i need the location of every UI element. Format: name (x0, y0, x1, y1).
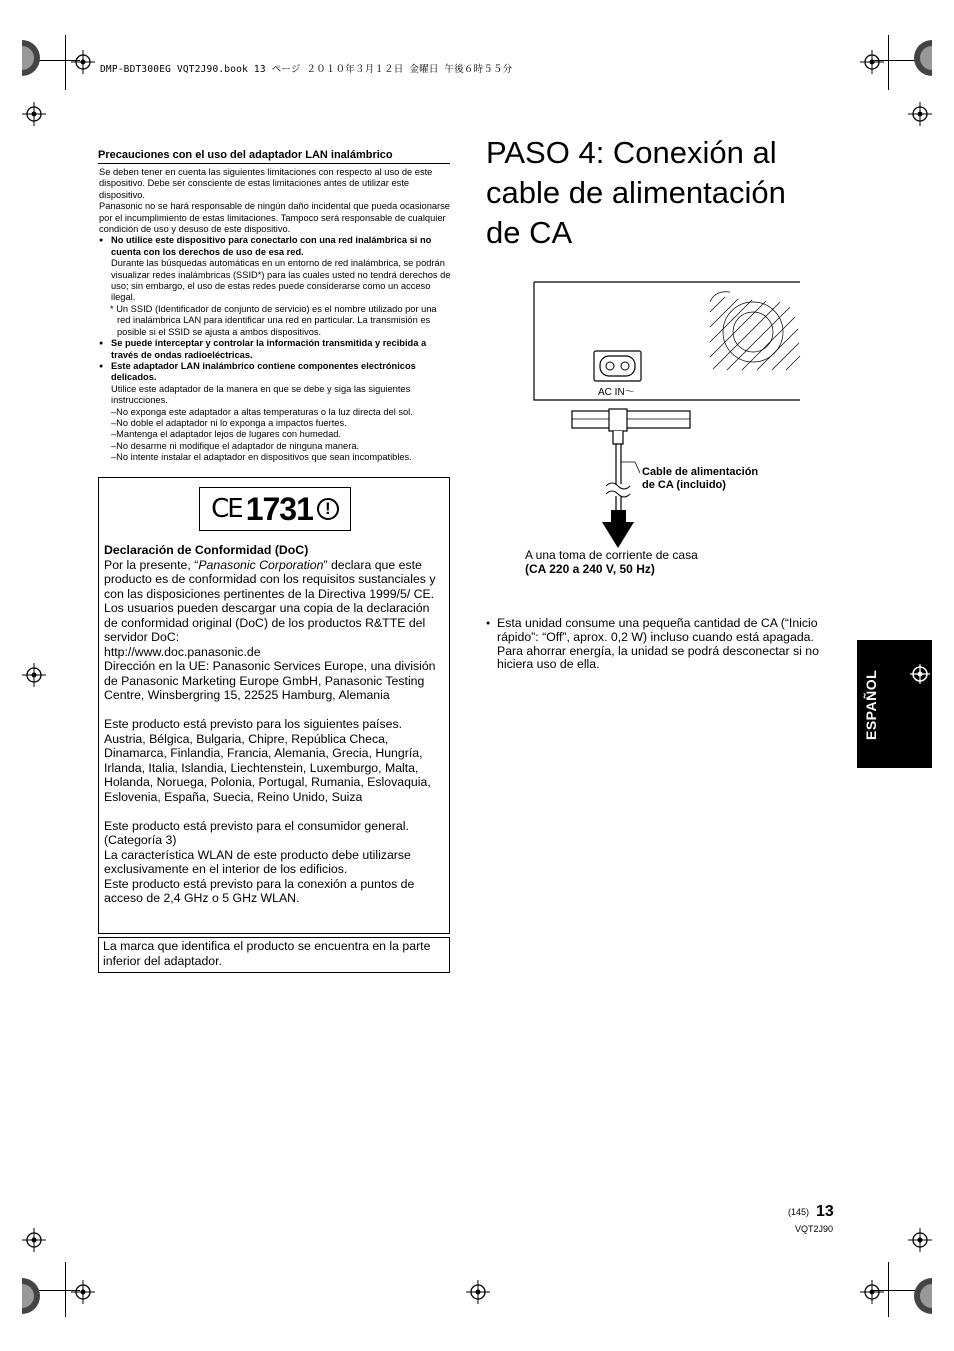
doc-p1-start: Por la presente, “ (104, 557, 199, 572)
color-dial-icon (22, 1278, 42, 1314)
registration-mark-icon (22, 663, 46, 687)
doc-text (104, 543, 446, 906)
dash-item: –No doble el adaptador ni lo exponga a impactos fuertes. (111, 417, 347, 428)
ce-icon: CE (211, 494, 242, 524)
doc-box (98, 477, 450, 934)
mark-note: La marca que identifica el producto se encuentra en la parte inferior del adaptador. (98, 937, 450, 973)
power-note-bullet: ● Esta unidad consume una pequeña cantidad de CA (“Inicio rápido”: “Off”, aprox. 0,2 W) incluso cuando está apagada. Para ahorrar energía, la unidad se podrá desconectar si no hiciera uso de ella. (486, 617, 838, 672)
dash-item: –No intente instalar el adaptador en dispositivos que sean incompatibles. (111, 452, 412, 463)
footer-code: VQT2J90 (795, 1224, 834, 1234)
cable-label-1: Cable de alimentación (642, 466, 759, 478)
lan-bullet-2-title: ● Se puede interceptar y controlar la información transmitida y recibida a través de ondas radioeléctricas. (111, 338, 427, 360)
lan-intro-2: Panasonic no se hará responsable de ningún daño incidental que pueda ocasionarse por el incumplimiento de estas limitaciones. Tampoco será responsable de cualquier condición de uso y desuso de este dispositivo. (99, 201, 450, 235)
doc-paragraph-7: Este producto está previsto para la conexión a puntos de acceso de 2,4 GHz o 5 GHz WLAN. (104, 876, 415, 905)
doc-p1-end: ” declara que este producto es de conformidad con los requisitos sustanciales y con las disposiciones pertinentes de la Directiva 1999/5/ CE. (104, 557, 436, 601)
page-number: 13 (816, 1203, 834, 1220)
ac-in-label: AC IN～ (598, 387, 635, 398)
registration-mark-icon (71, 50, 95, 74)
crop-mark (65, 35, 66, 90)
title-line-3: de CA (486, 215, 573, 250)
title-line-1: PASO 4: Conexión al (486, 135, 777, 170)
doc-title: Declaración de Conformidad (DoC) (104, 543, 309, 557)
doc-paragraph-2: Los usuarios pueden descargar una copia de la declaración de conformidad original (DoC) de los productos R&TTE del servidor DoC: (104, 601, 430, 644)
dash-item: –No exponga este adaptador a altas temperaturas o la luz directa del sol. (111, 406, 413, 417)
lan-bullet-3-title: ● Este adaptador LAN inalámbrico contiene componentes electrónicos delicados. (111, 360, 416, 383)
lan-section-title: Precauciones con el uso del adaptador LAN inalámbrico (98, 149, 450, 164)
cable-label (642, 466, 758, 492)
lan-bullet-1 (99, 235, 451, 303)
lan-bullet-3-text: Utilice este adaptador de la manera en que se debe y siga las siguientes instrucciones. (111, 383, 411, 406)
color-dial-icon (912, 40, 932, 76)
registration-mark-icon (22, 1228, 46, 1252)
doc-paragraph-3: Dirección en la UE: Panasonic Services Europe, una división de Panasonic Marketing Europe GmbH, Panasonic Testing Centre, Winsbergring 15, 22525 Hamburg, Alemania (104, 659, 436, 702)
lan-intro-1: Se deben tener en cuenta las siguientes limitaciones con respecto al uso de este dispositivo. Debe ser consciente de estas limitaciones antes de utilizar este dispositivo. (99, 167, 433, 200)
outlet-label-1: A una toma de corriente de casa (525, 548, 698, 562)
print-header: DMP-BDT300EG VQT2J90.book 13 ページ ２０１０年３月１２日 金曜日 午後６時５５分 (100, 64, 513, 75)
registration-mark-icon (466, 1280, 490, 1304)
page-title (486, 133, 866, 253)
dash-item: –No desarme ni modifique el adaptador de ninguna manera. (111, 440, 360, 451)
lan-precautions (99, 167, 451, 464)
doc-paragraph-6: La característica WLAN de este producto debe utilizarse exclusivamente en el interior de los edificios. (104, 847, 411, 876)
registration-mark-icon (908, 1228, 932, 1252)
dash-item: –Mantenga el adaptador lejos de lugares con humedad. (111, 429, 342, 440)
language-tab-label: ESPAÑOL (863, 669, 879, 740)
power-note (486, 617, 838, 672)
doc-url: http://www.doc.panasonic.de (104, 644, 261, 659)
dash-list (99, 407, 451, 464)
doc-p1-company: Panasonic Corporation (198, 557, 324, 572)
diagram-svg (520, 272, 820, 572)
outlet-label-2: (CA 220 a 240 V, 50 Hz) (525, 562, 655, 576)
lan-bullet-2 (99, 338, 451, 361)
registration-mark-icon (860, 50, 884, 74)
registration-mark-icon (860, 1280, 884, 1304)
footer-page-ref: (145) (788, 1207, 810, 1217)
registration-mark-icon (71, 1280, 95, 1304)
lan-bullet-1-title: ● No utilice este dispositivo para conectarlo con una red inalámbrica si no cuenta con los derechos de uso de esa red. (111, 235, 432, 257)
ce-number: 1731 (245, 490, 313, 527)
color-dial-icon (22, 40, 42, 76)
doc-paragraph-1 (104, 558, 446, 602)
connection-diagram (520, 272, 820, 572)
alert-icon: ! (317, 498, 339, 520)
lan-bullet-3 (99, 361, 451, 407)
registration-mark-icon (22, 102, 46, 126)
doc-paragraph-4: Este producto está previsto para los siguientes países. Austria, Bélgica, Bulgaria, Chipre, República Checa, Dinamarca, Finlandia, Francia, Alemania, Grecia, Hungría, Irlanda, Italia, Islandia, Liechtenstein, Luxemburgo, Malta, Holanda, Noruega, Polonia, Portugal, Rumania, Eslovaquia, Eslovenia, España, Suecia, Reino Unido, Suiza (104, 717, 431, 804)
title-line-2: cable de alimentación (486, 175, 786, 210)
lan-bullet-1-text: Durante las búsquedas automáticas en un entorno de red inalámbrica, se podrán visualizar redes inalámbricas (SSID*) para las cuales usted no tendrá derechos de uso; sin embargo, el uso de estas redes puede considerarse como un acceso ilegal. (111, 258, 451, 303)
registration-mark-icon (908, 102, 932, 126)
cable-label-2: de CA (incluido) (642, 479, 726, 491)
outlet-label (525, 548, 698, 576)
color-dial-icon (912, 1278, 932, 1314)
ssid-footnote: * Un SSID (Identificador de conjunto de servicio) es el nombre utilizado por una red inalámbrica LAN para identificar una red en particular. La transmisión es posible si el SSID se ajusta a ambos dispositivos. (110, 303, 437, 337)
registration-mark-icon (910, 664, 930, 684)
ce-mark-logo (199, 487, 351, 531)
crop-mark (888, 35, 889, 90)
doc-paragraph-5: Este producto está previsto para el consumidor general. (Categoría 3) (104, 818, 409, 847)
language-tab (857, 640, 932, 768)
